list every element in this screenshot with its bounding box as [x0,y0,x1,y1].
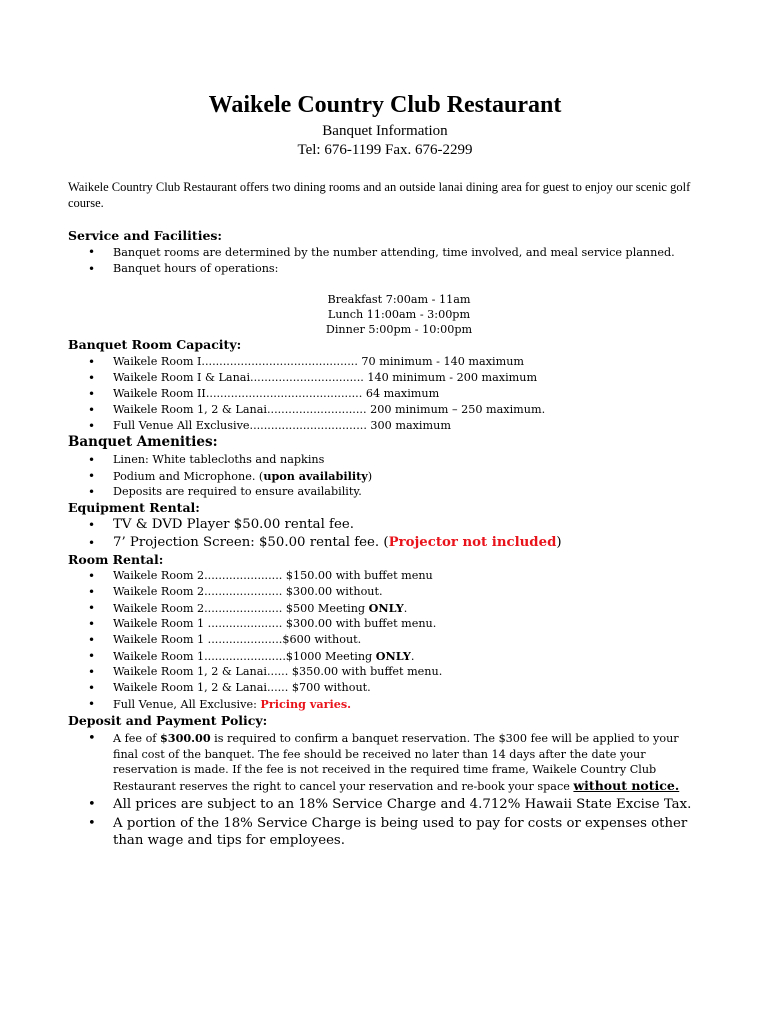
list-item [68,468,372,484]
text: A fee of [113,732,161,745]
text: . [410,650,415,663]
list-item: • Waikele Room 1, 2 & Lanai............................ 200 minimum – 250 maximum. [68,402,545,418]
list-item: • TV & DVD Player $50.00 rental fee. [68,516,562,534]
capacity-heading: Banquet Room Capacity: [68,337,242,352]
amenities-list [68,452,372,500]
list-item: • Banquet rooms are determined by the number attending, time involved, and meal service planned. [68,245,703,260]
list-item: • Full Venue All Exclusive................................. 300 maximum [68,418,545,434]
bold-text: ONLY [368,601,404,615]
text: is required to confirm a banquet reservation. The $300 fee will be applied to your final cost of the banquet. The fee should be received no later than 14 days after the date your reservation is made. If the fee is not received in the required time frame, Waikele Country Club Restaurant reserves the right to cancel your reservation and re-book your space [113,732,679,793]
list-item: • Banquet hours of operations: [68,261,703,277]
red-note: Projector not included [388,535,557,550]
service-list [68,245,703,277]
list-item: • Waikele Room 2...................... $150.00 with buffet menu [68,568,442,584]
list-item: • All prices are subject to an 18% Service Charge and 4.712% Hawaii State Excise Tax. [68,796,708,813]
contact-line: Tel: 676-1199 Fax. 676-2299 [297,142,473,158]
underlined-text: without notice. [573,777,680,793]
text: Podium and Microphone. ( [113,470,264,483]
equipment-list [68,516,562,552]
list-item: • Waikele Room 1, 2 & Lanai...... $700 without. [68,680,442,696]
amenities-heading: Banquet Amenities: [68,434,218,450]
document-subtitle: Banquet Information [322,123,448,139]
text: ) [556,535,562,550]
bold-text: $300.00 [160,731,211,745]
list-item: • Waikele Room I............................................ 70 minimum - 140 maximum [68,354,545,370]
intro-paragraph: Waikele Country Club Restaurant offers two dining rooms and an outside lanai dining area for guest to enjoy our scenic golf course. [68,180,691,210]
list-item [68,696,442,712]
list-item [68,534,562,552]
red-note: Pricing varies. [260,697,352,711]
list-item: • Waikele Room 1 .....................$600 without. [68,632,442,648]
capacity-list [68,354,545,434]
text: . [403,602,408,615]
service-heading: Service and Facilities: [68,228,223,243]
hours-breakfast: Breakfast 7:00am - 11am [327,293,471,306]
list-item: • A portion of the 18% Service Charge is being used to pay for costs or expenses other than wage and tips for employees. [68,815,708,849]
equipment-heading: Equipment Rental: [68,500,200,515]
document-title: Waikele Country Club Restaurant [208,92,562,118]
list-item: • Waikele Room 1, 2 & Lanai...... $350.00 with buffet menu. [68,664,442,680]
bold-text: upon availability [263,469,368,483]
text: Waikele Room 2...................... $500 Meeting [113,602,369,615]
text: Full Venue, All Exclusive: [113,698,261,711]
hours-dinner: Dinner 5:00pm - 10:00pm [325,323,473,336]
list-item [68,600,442,616]
deposit-list [68,731,708,849]
list-item: • Waikele Room I & Lanai................................ 140 minimum - 200 maximum [68,370,545,386]
list-item: • Waikele Room 1 ..................... $300.00 with buffet menu. [68,616,442,632]
list-item: • Deposits are required to ensure availability. [68,484,372,500]
text: ) [367,470,373,483]
deposit-heading: Deposit and Payment Policy: [68,713,268,728]
text: Waikele Room 1.......................$1000 Meeting [113,650,376,663]
list-item [68,648,442,664]
list-item: • Waikele Room 2...................... $300.00 without. [68,584,442,600]
room-rental-heading: Room Rental: [68,552,164,567]
list-item [68,731,703,794]
list-item: • Linen: White tablecloths and napkins [68,452,372,468]
hours-lunch: Lunch 11:00am - 3:00pm [327,308,471,321]
hours-block [0,292,770,337]
text: 7’ Projection Screen: $50.00 rental fee. ( [113,535,389,550]
bold-text: ONLY [375,649,411,663]
room-rental-list [68,568,442,712]
list-item: • Waikele Room II............................................ 64 maximum [68,386,545,402]
